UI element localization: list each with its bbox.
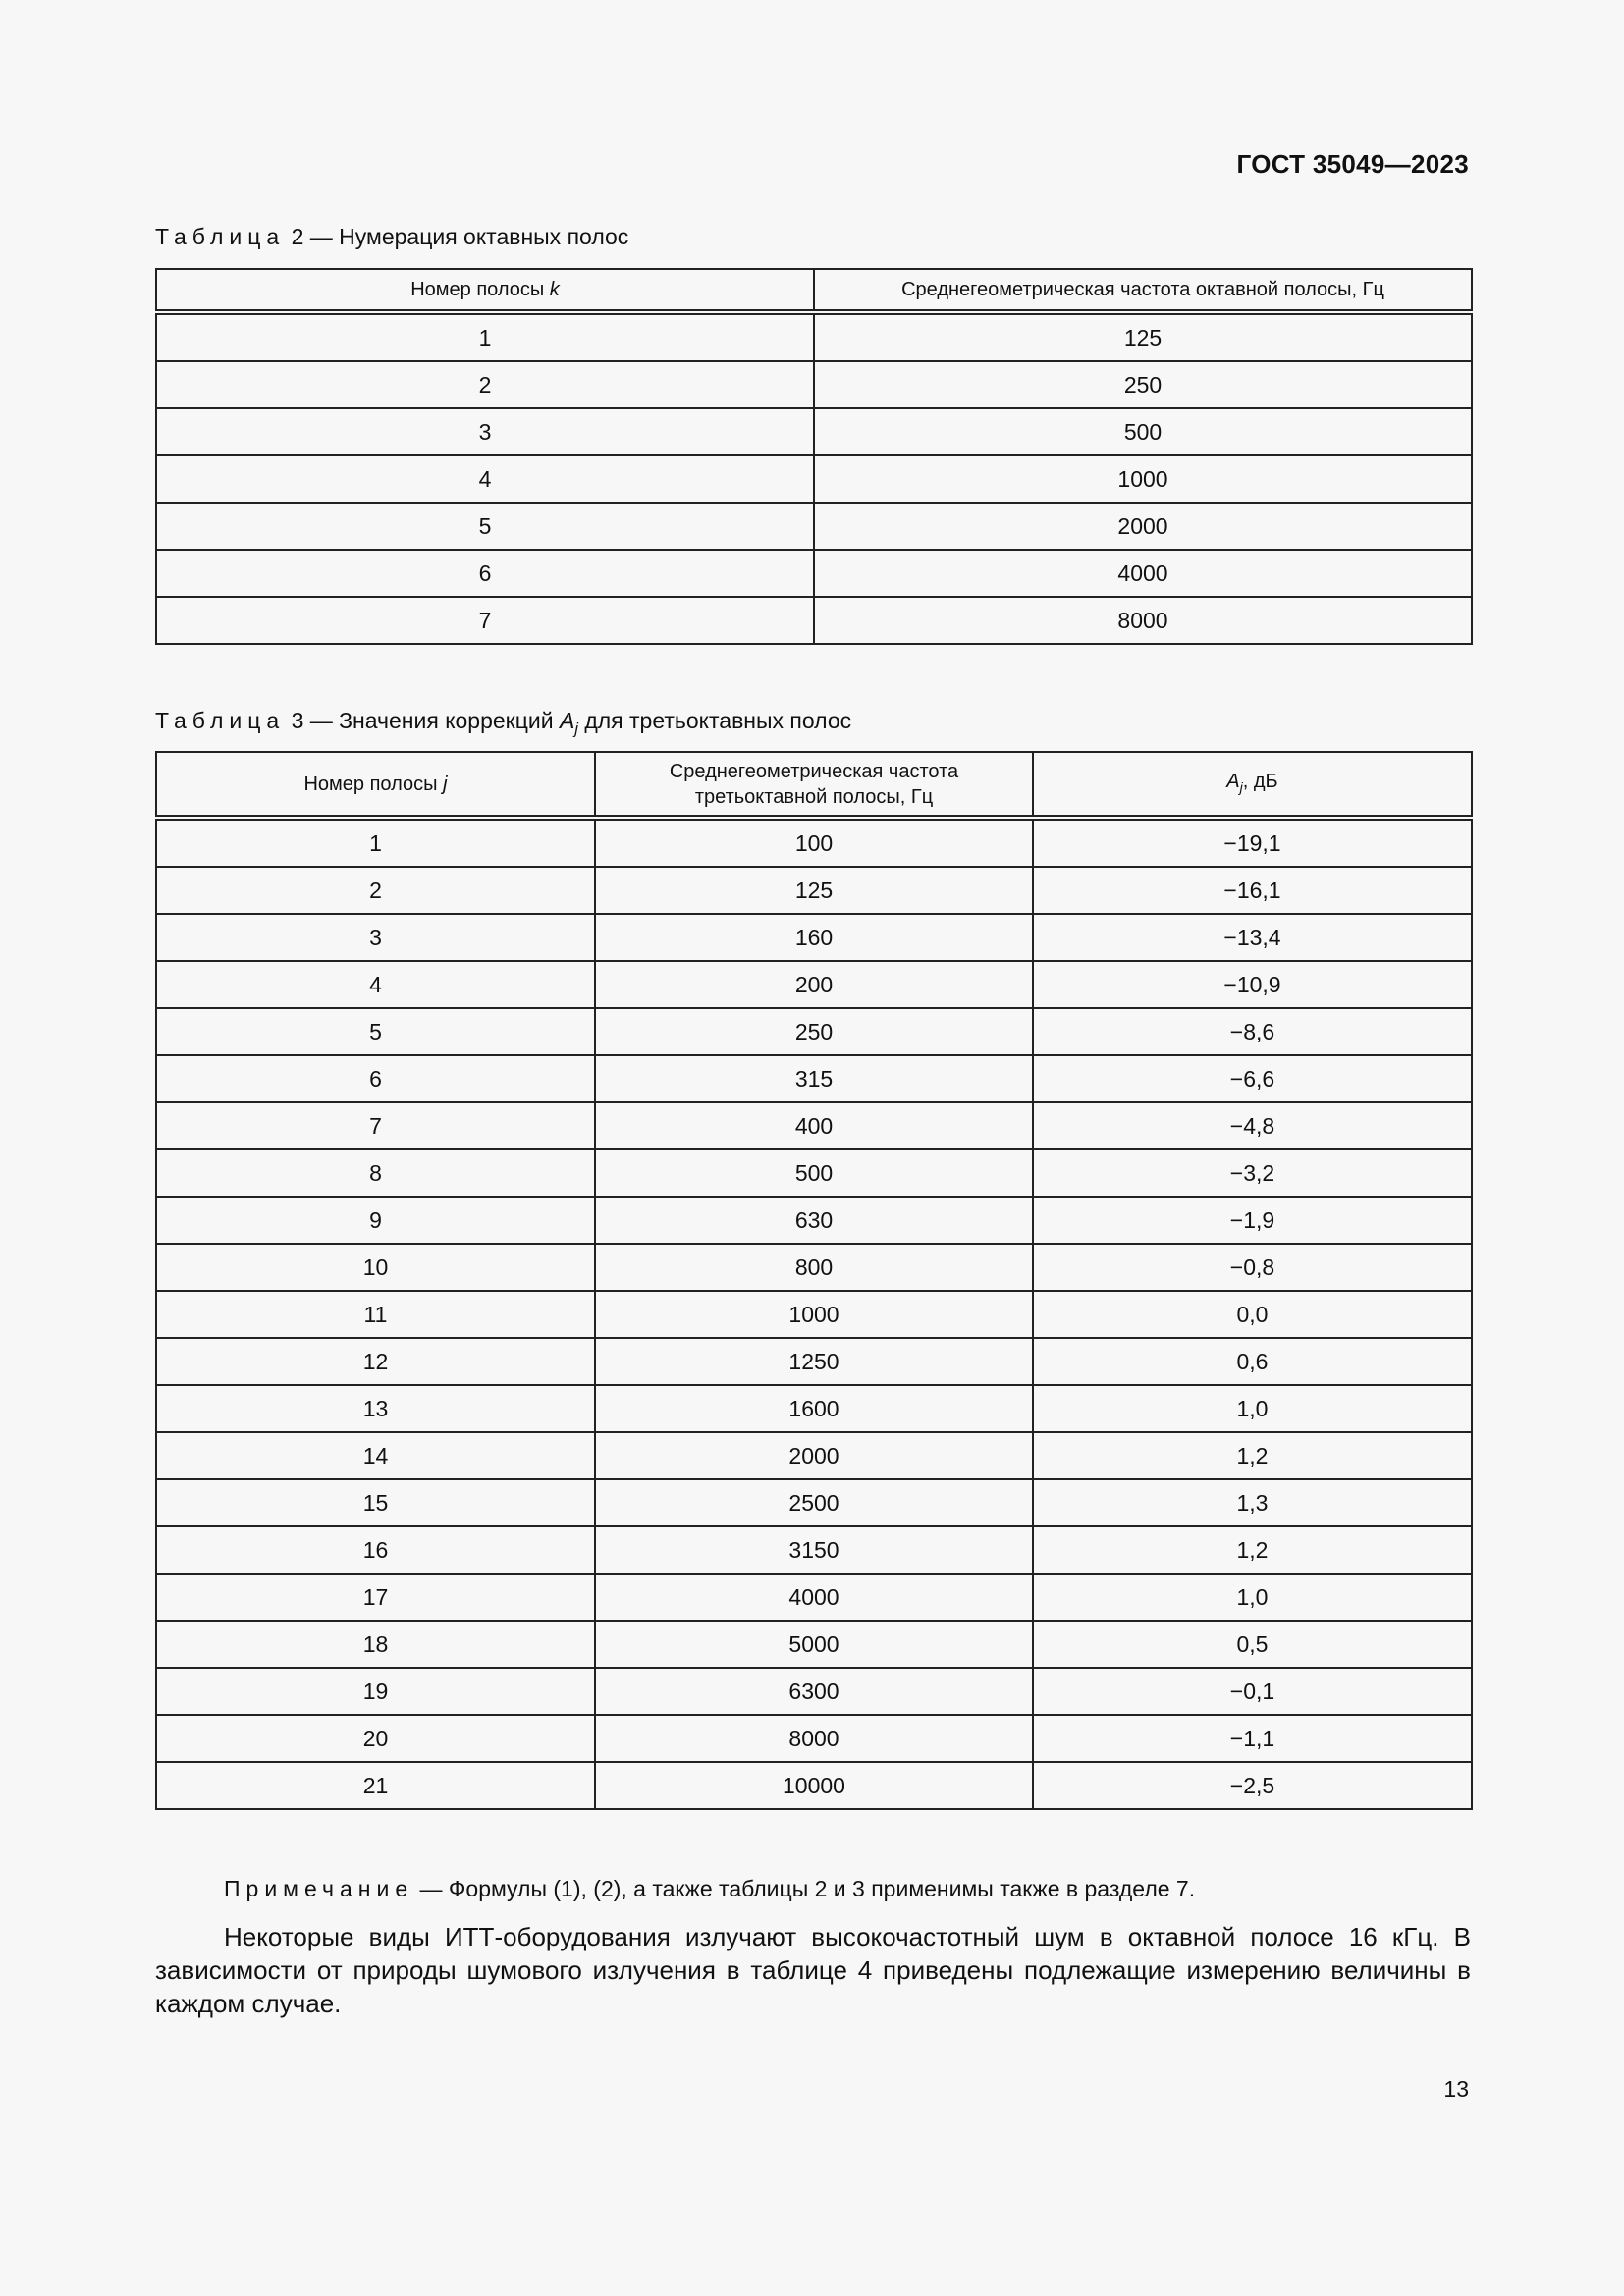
band-number-cell: 15 [156,1479,595,1526]
correction-cell: −10,9 [1033,961,1472,1008]
frequency-cell: 3150 [595,1526,1033,1574]
band-number-cell: 6 [156,550,814,597]
header-band-number [156,269,814,312]
table3-caption-text-after: для третьоктавных полос [577,708,852,733]
frequency-cell: 250 [595,1008,1033,1055]
correction-cell: −19,1 [1033,818,1472,867]
correction-cell: 1,0 [1033,1385,1472,1432]
octave-bands-table [155,268,1473,645]
note-text: — Формулы (1), (2), а также таблицы 2 и 3 применимы также в разделе 7. [413,1876,1196,1901]
frequency-cell: 1250 [595,1338,1033,1385]
band-number-cell: 17 [156,1574,595,1621]
table2-caption-text: 2 — Нумерация октавных полос [285,224,629,249]
correction-cell: −2,5 [1033,1762,1472,1809]
frequency-cell: 250 [814,361,1472,408]
band-number-cell: 18 [156,1621,595,1668]
correction-cell: −3,2 [1033,1149,1472,1197]
frequency-cell: 125 [814,312,1472,361]
header-band-number-label: Номер полосы [410,279,550,300]
table3-caption-text: 3 — Значения коррекций [285,708,561,733]
document-code: ГОСТ 35049—2023 [1236,149,1469,179]
band-number-cell: 2 [156,867,595,914]
table-row [156,1055,1472,1102]
table-header-row [156,752,1472,818]
table-row [156,914,1472,961]
table-row [156,503,1472,550]
frequency-cell: 2000 [595,1432,1033,1479]
table-row [156,1102,1472,1149]
body-paragraph [155,1920,1471,2020]
frequency-cell: 100 [595,818,1033,867]
correction-cell: 0,0 [1033,1291,1472,1338]
header-frequency-line2: третьоктавной полосы, Гц [694,785,934,808]
caption-symbol-sub: j [574,720,578,738]
page-number: 13 [1443,2076,1469,2102]
band-number-cell: 3 [156,408,814,455]
frequency-cell: 125 [595,867,1033,914]
frequency-cell: 630 [595,1197,1033,1244]
frequency-cell: 2500 [595,1479,1033,1526]
band-number-cell: 2 [156,361,814,408]
table-row [156,361,1472,408]
table-row [156,597,1472,644]
table-header-row [156,269,1472,312]
band-number-cell: 16 [156,1526,595,1574]
note [224,1876,1195,1902]
table-row [156,1197,1472,1244]
band-number-cell: 13 [156,1385,595,1432]
correction-cell: −13,4 [1033,914,1472,961]
table-row [156,1715,1472,1762]
table-row [156,1621,1472,1668]
header-band-number-var: j [443,773,448,795]
frequency-cell: 1000 [595,1291,1033,1338]
frequency-cell: 1600 [595,1385,1033,1432]
header-frequency: Среднегеометрическая частота октавной полосы, Гц [814,269,1472,312]
table-row [156,1008,1472,1055]
note-label: Примечание [224,1876,414,1901]
header-correction [1033,752,1472,818]
table-row [156,1762,1472,1809]
frequency-cell: 800 [595,1244,1033,1291]
band-number-cell: 11 [156,1291,595,1338]
correction-cell: 1,3 [1033,1479,1472,1526]
frequency-cell: 200 [595,961,1033,1008]
correction-cell: −1,1 [1033,1715,1472,1762]
frequency-cell: 6300 [595,1668,1033,1715]
band-number-cell: 3 [156,914,595,961]
frequency-cell: 160 [595,914,1033,961]
correction-cell: −0,8 [1033,1244,1472,1291]
band-number-cell: 9 [156,1197,595,1244]
band-number-cell: 5 [156,1008,595,1055]
table2-caption [155,224,628,250]
band-number-cell: 1 [156,818,595,867]
table-row [156,312,1472,361]
correction-cell: 0,6 [1033,1338,1472,1385]
table-row [156,550,1472,597]
table-row [156,1291,1472,1338]
frequency-cell: 4000 [595,1574,1033,1621]
table-row [156,1385,1472,1432]
correction-cell: −6,6 [1033,1055,1472,1102]
table3-caption [155,708,851,739]
frequency-cell: 1000 [814,455,1472,503]
table-row [156,1338,1472,1385]
table-row [156,1149,1472,1197]
correction-cell: −0,1 [1033,1668,1472,1715]
band-number-cell: 8 [156,1149,595,1197]
band-number-cell: 12 [156,1338,595,1385]
header-band-number-label: Номер полосы [303,773,444,795]
band-number-cell: 21 [156,1762,595,1809]
header-correction-unit: , дБ [1242,770,1278,792]
correction-symbol-sub: j [1239,778,1243,795]
table2-caption-prefix: Таблица [155,224,286,249]
frequency-cell: 4000 [814,550,1472,597]
header-band-number [156,752,595,818]
table3-caption-prefix: Таблица [155,708,286,733]
correction-symbol-letter: A [1226,770,1240,792]
table-row [156,408,1472,455]
band-number-cell: 7 [156,1102,595,1149]
table-row [156,455,1472,503]
table-row [156,1479,1472,1526]
frequency-cell: 5000 [595,1621,1033,1668]
table-row [156,1526,1472,1574]
correction-cell: 1,2 [1033,1432,1472,1479]
third-octave-corrections-table [155,751,1473,1810]
header-correction-symbol [1226,770,1243,795]
band-number-cell: 19 [156,1668,595,1715]
table3-caption-symbol [560,708,578,738]
correction-cell: −8,6 [1033,1008,1472,1055]
correction-cell: 0,5 [1033,1621,1472,1668]
table-row [156,1574,1472,1621]
table-row [156,1244,1472,1291]
paragraph-text: Некоторые виды ИТТ-оборудования излучают высокочастотный шум в октавной полосе 16 кГц. В зависимости от природы шумового излучения в таблице 4 приведены подлежащие измерению величины в каждом случае. [155,1922,1471,2018]
header-band-number-var: k [549,279,560,300]
frequency-cell: 400 [595,1102,1033,1149]
correction-cell: 1,0 [1033,1574,1472,1621]
caption-symbol-letter: A [560,708,575,733]
band-number-cell: 4 [156,961,595,1008]
frequency-cell: 2000 [814,503,1472,550]
band-number-cell: 1 [156,312,814,361]
correction-cell: −16,1 [1033,867,1472,914]
header-frequency-line1: Среднегеометрическая частота [669,760,959,782]
table-row [156,1432,1472,1479]
band-number-cell: 7 [156,597,814,644]
frequency-cell: 500 [595,1149,1033,1197]
header-frequency [595,752,1033,818]
band-number-cell: 10 [156,1244,595,1291]
table-row [156,818,1472,867]
band-number-cell: 14 [156,1432,595,1479]
frequency-cell: 315 [595,1055,1033,1102]
band-number-cell: 20 [156,1715,595,1762]
band-number-cell: 4 [156,455,814,503]
frequency-cell: 500 [814,408,1472,455]
correction-cell: 1,2 [1033,1526,1472,1574]
table-row [156,1668,1472,1715]
table-row [156,867,1472,914]
table-row [156,961,1472,1008]
band-number-cell: 5 [156,503,814,550]
correction-cell: −1,9 [1033,1197,1472,1244]
band-number-cell: 6 [156,1055,595,1102]
frequency-cell: 8000 [595,1715,1033,1762]
frequency-cell: 10000 [595,1762,1033,1809]
correction-cell: −4,8 [1033,1102,1472,1149]
frequency-cell: 8000 [814,597,1472,644]
